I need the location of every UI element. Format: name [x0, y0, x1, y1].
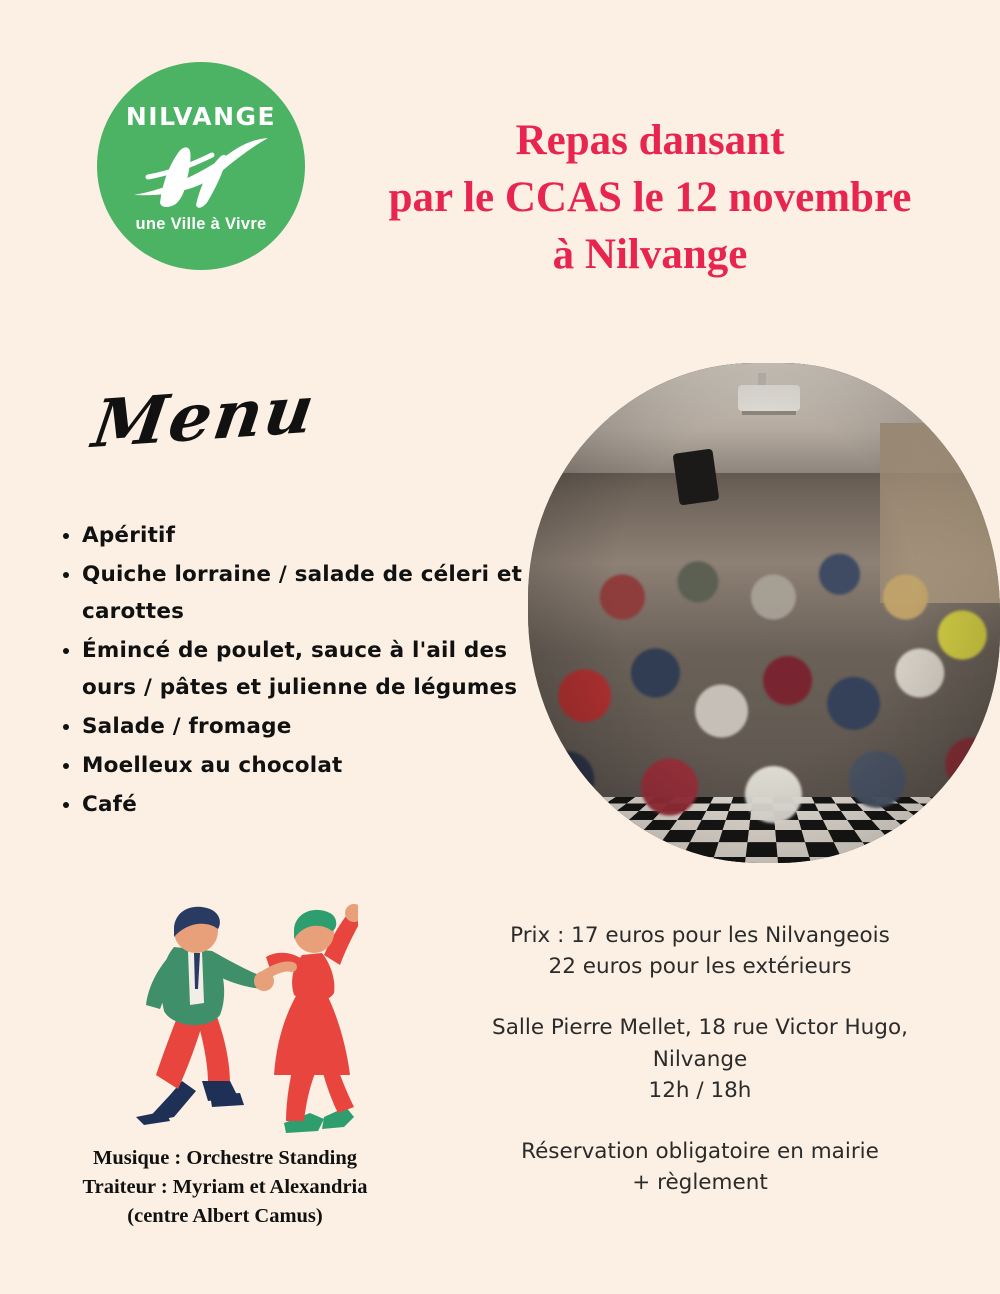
title-line-3: à Nilvange: [552, 231, 748, 279]
price-residents: Prix : 17 euros pour les Nilvangeois: [510, 923, 890, 948]
male-dancer: [136, 907, 274, 1125]
logo-tagline: une Ville à Vivre: [135, 215, 267, 233]
credits-music: Musique : Orchestre Standing: [92, 1147, 358, 1169]
credits-caterer-location: (centre Albert Camus): [127, 1205, 323, 1228]
title-line-1: Repas dansant: [515, 117, 785, 164]
dancing-crowd-photo: [528, 363, 1000, 863]
credits: [50, 1144, 400, 1231]
price-info: [420, 920, 980, 982]
price-non-residents: 22 euros pour les extérieurs: [548, 954, 852, 980]
venue-info: [420, 1012, 980, 1106]
list-item: • Café: [82, 787, 552, 824]
credits-caterer: Traiteur : Myriam et Alexandria: [82, 1176, 368, 1199]
photo-vignette: [528, 363, 1000, 863]
logo-swoosh-icon: [126, 133, 276, 211]
logo-city-name: NILVANGE: [125, 102, 277, 131]
venue-address-line-2: Nilvange: [652, 1046, 748, 1072]
reservation-line-2: + règlement: [632, 1170, 768, 1196]
menu-list: [52, 518, 552, 826]
reservation-info: [420, 1136, 980, 1198]
menu-heading-text: Menu: [88, 369, 321, 463]
event-hours: 12h / 18h: [648, 1077, 752, 1103]
reservation-line-1: Réservation obligatoire en mairie: [521, 1138, 879, 1164]
event-info: [420, 920, 980, 1198]
list-item: • Moelleux au chocolat: [82, 748, 552, 785]
list-item: • Apéritif: [82, 518, 552, 555]
page-title: [330, 112, 970, 284]
female-dancer: [266, 904, 358, 1133]
list-item: • Quiche lorraine / salade de céleri et carottes: [82, 557, 552, 631]
nilvange-logo: [97, 62, 305, 270]
menu-heading: [88, 369, 408, 475]
venue-address-line-1: Salle Pierre Mellet, 18 rue Victor Hugo,: [492, 1015, 908, 1041]
list-item: • Émincé de poulet, sauce à l'ail des ours / pâtes et julienne de légumes: [82, 633, 552, 707]
dancing-couple-illustration: [78, 885, 358, 1135]
title-line-2: par le CCAS le 12 novembre: [388, 174, 912, 222]
list-item: • Salade / fromage: [82, 709, 552, 746]
